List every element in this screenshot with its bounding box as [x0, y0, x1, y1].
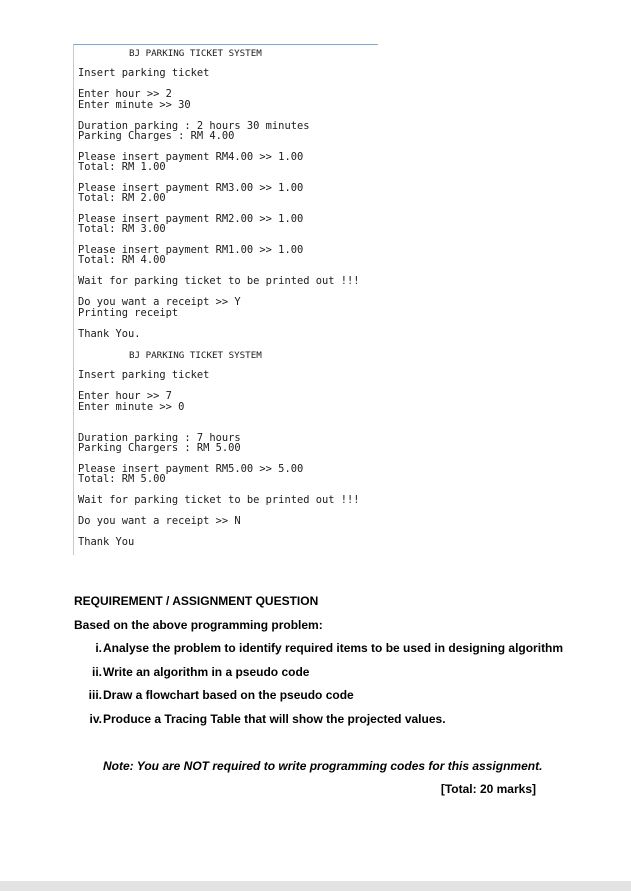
console-line: Parking Chargers : RM 5.00: [78, 442, 241, 454]
console-line: Enter minute >> 0: [78, 401, 185, 413]
console-line: Duration parking : 7 hours: [78, 432, 241, 444]
console-line: Thank You.: [78, 328, 141, 340]
console-line: Please insert payment RM1.00 >> 1.00: [78, 244, 304, 256]
item-text: Write an algorithm in a pseudo code: [103, 665, 310, 679]
console-line: Total: RM 3.00: [78, 223, 166, 235]
page-bottom-bar: [0, 881, 631, 891]
console-line: Do you want a receipt >> N: [78, 515, 241, 527]
assignment-note: Note: You are NOT required to write programming codes for this assignment.: [103, 759, 543, 773]
assignment-heading: REQUIREMENT / ASSIGNMENT QUESTION: [74, 594, 319, 608]
item-text: Analyse the problem to identify required items to be used in designing algorithm: [103, 641, 564, 655]
console-line: Wait for parking ticket to be printed out !!!: [78, 494, 360, 506]
item-number: iv.: [89, 712, 102, 726]
console-line: Please insert payment RM4.00 >> 1.00: [78, 151, 304, 163]
console-line: Please insert payment RM3.00 >> 1.00: [78, 182, 304, 194]
console-line: Please insert payment RM5.00 >> 5.00: [78, 463, 304, 475]
assignment-intro: Based on the above programming problem:: [74, 618, 323, 632]
system-title: BJ PARKING TICKET SYSTEM: [129, 48, 262, 59]
console-line: Thank You: [78, 536, 135, 548]
total-marks: [Total: 20 marks]: [440, 782, 536, 796]
item-text: Produce a Tracing Table that will show the projected values.: [103, 712, 446, 726]
console-line: Total: RM 4.00: [78, 254, 166, 266]
console-line: Parking Charges : RM 4.00: [78, 130, 235, 142]
console-output-panel: [73, 44, 378, 555]
console-line: Do you want a receipt >> Y: [78, 296, 241, 308]
console-line: Insert parking ticket: [78, 369, 210, 381]
item-number: i.: [95, 641, 102, 655]
console-line: Total: RM 2.00: [78, 192, 166, 204]
item-text: Draw a flowchart based on the pseudo code: [103, 688, 354, 702]
console-line: Printing receipt: [78, 307, 179, 319]
console-line: Please insert payment RM2.00 >> 1.00: [78, 213, 304, 225]
console-line: Insert parking ticket: [78, 67, 210, 79]
console-line: Total: RM 5.00: [78, 473, 166, 485]
console-line: Total: RM 1.00: [78, 161, 166, 173]
item-number: iii.: [88, 688, 102, 702]
console-line: Enter hour >> 7: [78, 390, 172, 402]
console-line: Duration parking : 2 hours 30 minutes: [78, 120, 310, 132]
console-line: Enter hour >> 2: [78, 88, 172, 100]
console-line: Wait for parking ticket to be printed out !!!: [78, 275, 360, 287]
system-title: BJ PARKING TICKET SYSTEM: [129, 350, 262, 361]
item-number: ii.: [91, 665, 102, 679]
console-line: Enter minute >> 30: [78, 99, 191, 111]
